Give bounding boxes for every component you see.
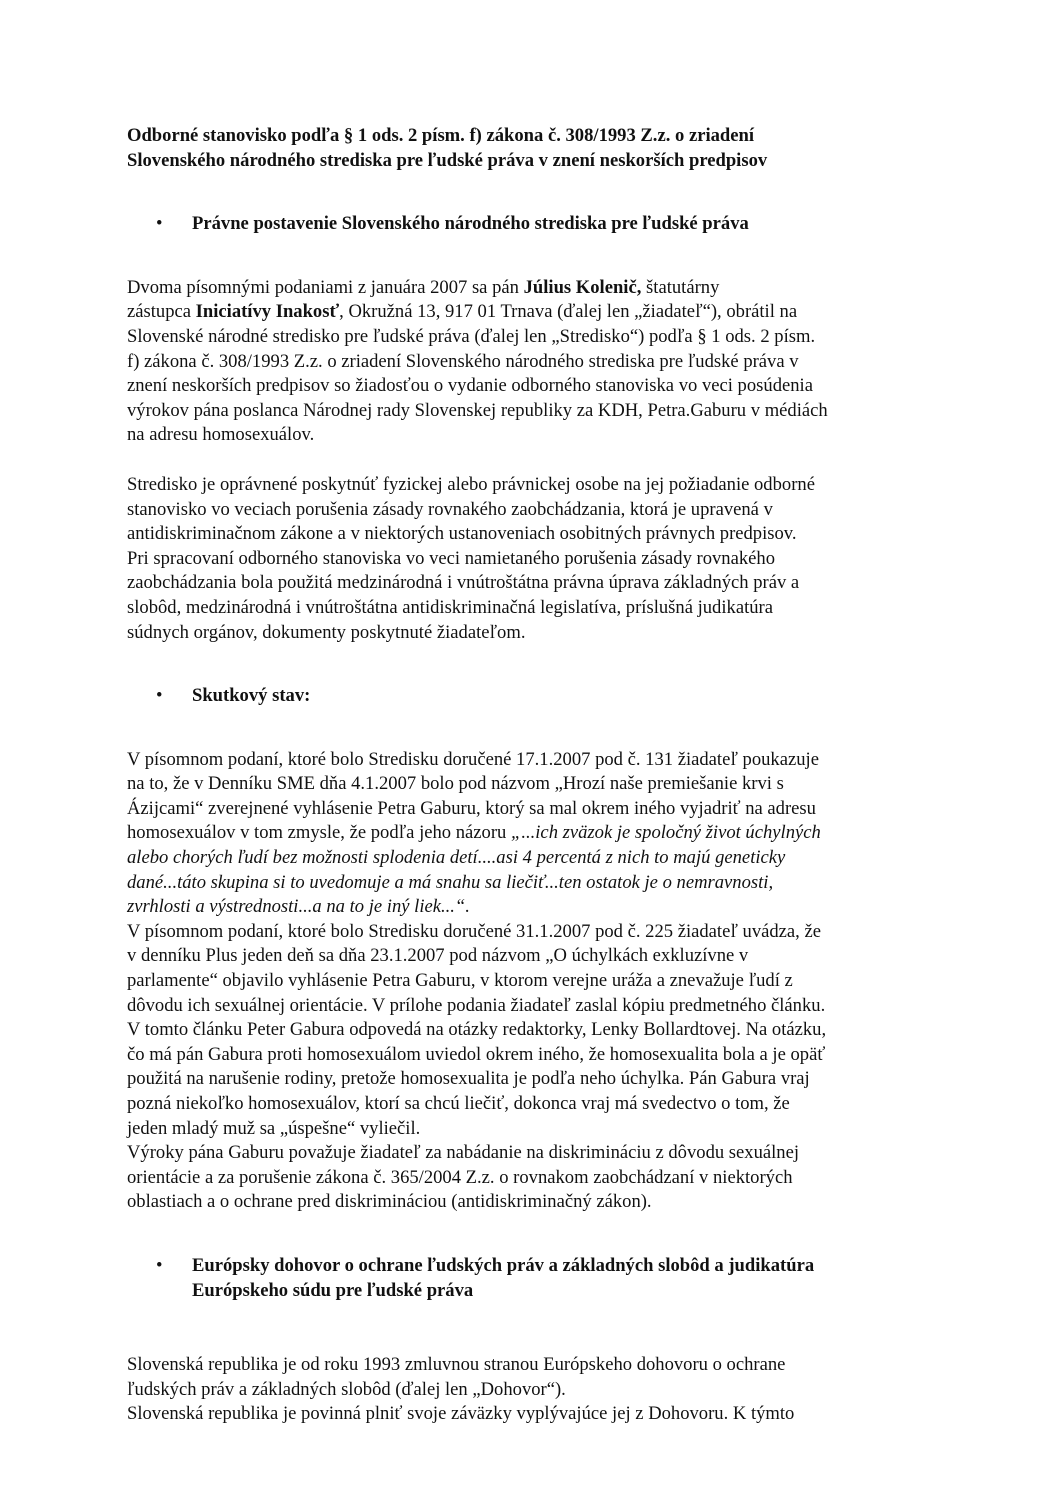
text-line: homosexuálov v tom zmysle, že podľa jeho názoru „...ich zväzok je spoločný život úchylných — [127, 822, 821, 844]
text-line: oblastiach a o ochrane pred diskrimináciou (antidiskriminačný zákon). — [127, 1191, 652, 1213]
text-line: V písomnom podaní, ktoré bolo Stredisku doručené 31.1.2007 pod č. 225 žiadateľ uvádza, že — [127, 920, 821, 942]
text-line: Stredisko je oprávnené poskytnúť fyzickej alebo právnickej osobe na jej požiadanie odborné — [127, 473, 815, 495]
document-title — [127, 124, 918, 173]
quote-text: dané...táto skupina si to uvedomuje a má snahu sa liečiť...ten ostatok je o nemravnosti, — [127, 871, 774, 893]
text-line: V písomnom podaní, ktoré bolo Stredisku doručené 17.1.2007 pod č. 131 žiadateľ poukazuje — [127, 748, 819, 770]
text-line: použitá na narušenie rodiny, pretože homosexualita je podľa neho úchylka. Pán Gabura vraj — [127, 1068, 810, 1090]
text-line: jeden mladý muž sa „úspešne“ vyliečil. — [127, 1117, 421, 1139]
section-heading-convention: • Európsky dohovor o ochrane ľudských práv a základných slobôd a judikatúra Európskeho súdu pre ľudské práva — [156, 1254, 815, 1301]
text-line: stanovisko vo veciach porušenia zásady rovnakého zaobchádzania, ktorá je upravená v — [127, 498, 773, 520]
text-line: zaobchádzania bola použitá medzinárodná i vnútroštátna právna úprava základných práv a — [127, 572, 800, 594]
text-line: na to, že v Denníku SME dňa 4.1.2007 bolo pod názvom „Hrozí naše premiešanie krvi s — [127, 773, 784, 795]
quote-text: alebo chorých ľudí bez možnosti splodenia detí....asi 4 percentá z nich to majú geneticky — [127, 847, 786, 869]
text-line: zástupca Iniciatívy Inakosť, Okružná 13, 917 01 Trnava (ďalej len „žiadateľ“), obrátil na — [127, 301, 798, 323]
paragraph — [127, 920, 918, 1141]
title-line: Odborné stanovisko podľa § 1 ods. 2 písm. f) zákona č. 308/1993 Z.z. o zriadení — [127, 125, 755, 146]
text-line: ľudských práv a základných slobôd (ďalej len „Dohovor“). — [127, 1378, 566, 1400]
text-line: Slovenská republika je povinná plniť svoje záväzky vyplývajúce jej z Dohovoru. K týmto — [127, 1403, 795, 1425]
bullet-icon: • — [156, 685, 163, 707]
title-line: Slovenského národného strediska pre ľudské práva v znení neskorších predpisov — [127, 149, 768, 171]
bullet-icon: • — [156, 213, 163, 235]
text-line: pozná niekoľko homosexuálov, ktorí sa chcú liečiť, dokonca vraj má svedectvo o tom, že — [127, 1093, 790, 1114]
bullet-icon: • — [156, 1254, 163, 1276]
section-heading-facts: • Skutkový stav: — [127, 684, 918, 709]
text-line: Slovenská republika je od roku 1993 zmluvnou stranou Európskeho dohovoru o ochrane — [127, 1354, 786, 1376]
text-line: Výroky pána Gaburu považuje žiadateľ za nabádanie na diskrimináciu z dôvodu sexuálnej — [127, 1142, 800, 1164]
text-line: Ázijcami“ zverejnené vyhlásenie Petra Gaburu, ktorý sa mal okrem iného vyjadriť na adresu — [127, 797, 816, 819]
text-line: orientácie a za porušenie zákona č. 365/2004 Z.z. o rovnakom zaobchádzaní v niektorých — [127, 1166, 793, 1188]
text-line: súdnych orgánov, dokumenty poskytnuté žiadateľom. — [127, 621, 526, 643]
text-line: f) zákona č. 308/1993 Z.z. o zriadení Slovenského národného strediska pre ľudské práva v — [127, 350, 799, 372]
person-name: Július Kolenič, — [523, 276, 642, 298]
quote-text: zvrhlosti a výstrednosti...a na to je iný liek...“. — [127, 896, 470, 918]
paragraph — [127, 748, 918, 920]
text-line: parlamente“ objavilo vyhlásenie Petra Gaburu, v ktorom verejne uráža a znevažuje ľudí z — [127, 970, 793, 992]
quote-text: „...ich zväzok je spoločný život úchylných — [510, 822, 821, 844]
text-line: antidiskriminačnom zákone a v niektorých ustanoveniach osobitných právnych predpisov. — [127, 523, 797, 545]
text-line: na adresu homosexuálov. — [127, 424, 315, 446]
organization-name: Iniciatívy Inakosť — [195, 301, 340, 323]
text-line: dôvodu ich sexuálnej orientácie. V prílohe podania žiadateľ zaslal kópiu predmetného článku. — [127, 994, 826, 1016]
text-line: slobôd, medzinárodná i vnútroštátna antidiskriminačná legislatíva, príslušná judikatúra — [127, 596, 773, 618]
paragraph — [127, 1353, 918, 1427]
paragraph — [127, 473, 918, 645]
paragraph — [127, 1141, 918, 1215]
paragraph — [127, 276, 918, 448]
text-line: Slovenské národné stredisko pre ľudské práva (ďalej len „Stredisko“) podľa § 1 ods. 2 písm. — [127, 325, 816, 347]
text-line: V tomto článku Peter Gabura odpovedá na otázky redaktorky, Lenky Bollardtovej. Na otázku, — [127, 1019, 827, 1041]
text-line: Pri spracovaní odborného stanoviska vo veci namietaného porušenia zásady rovnakého — [127, 547, 776, 569]
text-line: výrokov pána poslanca Národnej rady Slovenskej republiky za KDH, Petra.Gaburu v médiách — [127, 399, 828, 421]
section-heading-legal-status: • Právne postavenie Slovenského národného strediska pre ľudské práva — [127, 212, 918, 237]
text-line: v denníku Plus jeden deň sa dňa 23.1.2007 pod názvom „O úchylkách exkluzívne v — [127, 945, 749, 967]
text-line: čo má pán Gabura proti homosexuálom uviedol okrem iného, že homosexualita bola a je opäť — [127, 1043, 826, 1065]
text-line: znení neskorších predpisov so žiadosťou o vydanie odborného stanoviska vo veci posúdenia — [127, 375, 813, 397]
text-line: Dvoma písomnými podaniami z januára 2007 sa pán Július Kolenič, štatutárny — [127, 276, 720, 298]
